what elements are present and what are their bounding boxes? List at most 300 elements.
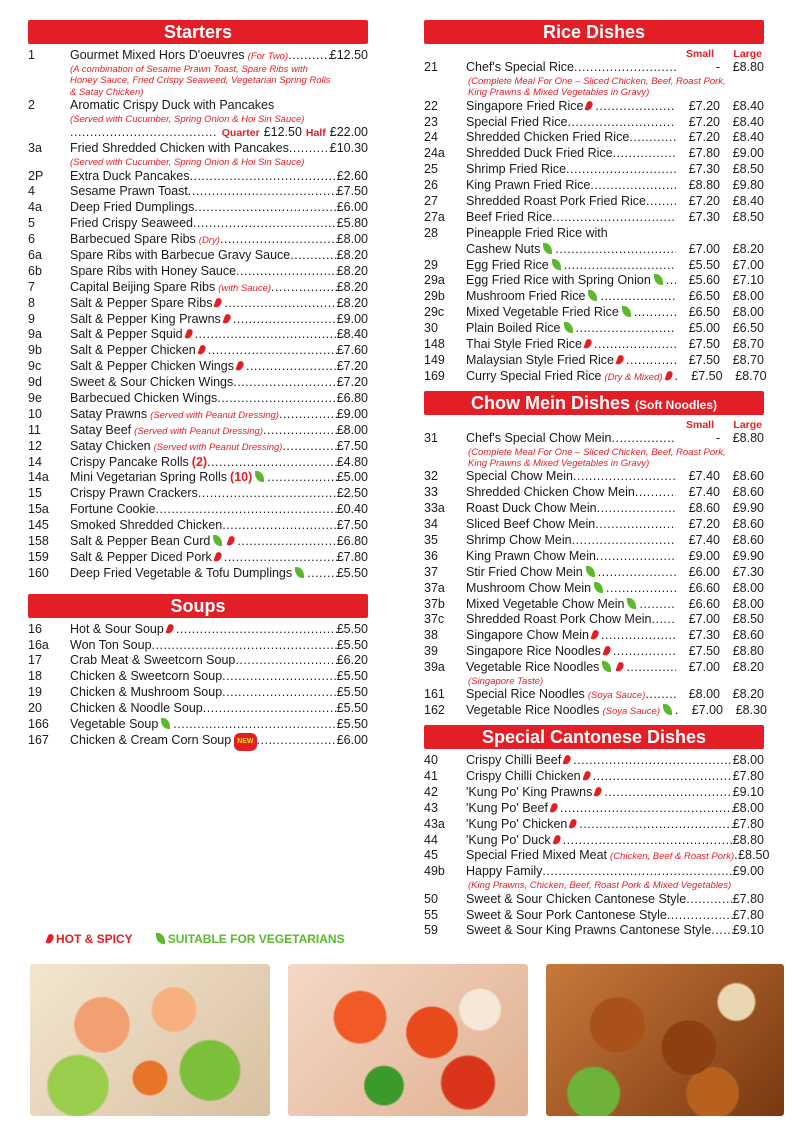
item-price: £7.50 xyxy=(336,438,368,453)
item-number: 22 xyxy=(424,98,438,113)
chili-icon xyxy=(569,818,578,829)
leader-dots xyxy=(203,701,337,717)
description-line: Honey Sauce, Fried Crispy Seaweed, Vegetarian Spring Rolls xyxy=(70,75,331,87)
leader-dots xyxy=(579,817,732,833)
leader-dots xyxy=(639,597,676,613)
item-number: 2P xyxy=(28,168,44,183)
menu-item xyxy=(424,864,764,880)
item-number: 49b xyxy=(424,864,445,879)
item-note: (with Sauce) xyxy=(218,282,272,294)
item-number: 33a xyxy=(424,501,445,516)
item-name: Shrimp Fried Rice xyxy=(466,162,567,177)
price-small: £7.30 xyxy=(688,628,720,643)
item-number: 160 xyxy=(28,565,49,580)
leader-dots xyxy=(606,581,676,597)
leader-dots xyxy=(576,321,677,337)
price-small: £7.30 xyxy=(688,162,720,177)
item-name: 'Kung Po' King Prawns xyxy=(466,785,604,801)
food-photo-prawns xyxy=(30,964,270,1116)
item-name: King Prawn Fried Rice xyxy=(466,178,591,193)
leader-dots xyxy=(595,99,676,115)
item-name: Barbecued Chicken Wings xyxy=(70,390,218,405)
menu-item xyxy=(424,305,764,321)
chow-mein-size-header: Small Large xyxy=(686,418,762,431)
chili-icon xyxy=(664,370,673,381)
price-large: £8.50 xyxy=(732,612,764,627)
price-small: - xyxy=(715,60,720,74)
item-note: (Served with Peanut Dressing) xyxy=(150,409,279,421)
leader-dots xyxy=(152,638,337,654)
price-large: £8.60 xyxy=(732,532,764,547)
item-price: £7.50 xyxy=(336,184,368,199)
item-name: Satay Beef (Served with Peanut Dressing) xyxy=(70,422,263,437)
item-name: Aromatic Crispy Duck with Pancakes xyxy=(70,98,275,113)
price-large: £8.20 xyxy=(732,660,764,675)
chili-icon xyxy=(585,100,594,111)
item-number: 29c xyxy=(424,305,445,320)
menu-item xyxy=(424,130,764,146)
leaf-icon xyxy=(213,535,222,546)
price-large: £8.70 xyxy=(735,368,767,383)
description-line: (King Prawns, Chicken, Beef, Roast Pork & Mixed Vegetables) xyxy=(468,880,732,892)
menu-item xyxy=(28,566,368,582)
leader-dots xyxy=(279,407,337,423)
item-name: Chef's Special Rice xyxy=(466,60,574,74)
chili-icon xyxy=(594,786,603,797)
item-price: £6.80 xyxy=(336,390,368,405)
item-name: Malaysian Style Fried Rice xyxy=(466,353,626,369)
item-price: £5.50 xyxy=(336,565,368,580)
item-number: 166 xyxy=(28,717,49,732)
price-small: £5.00 xyxy=(688,321,720,336)
item-name: Deep Fried Dumplings xyxy=(70,200,195,215)
item-number: 55 xyxy=(424,907,438,922)
item-name: Mixed Vegetable Fried Rice xyxy=(466,305,634,321)
item-number: 161 xyxy=(424,687,445,702)
price-large: £7.00 xyxy=(732,257,764,272)
leader-dots xyxy=(604,785,732,801)
leader-dots xyxy=(220,232,337,248)
legend-hot: HOT & SPICY xyxy=(44,932,133,946)
item-number: 24 xyxy=(424,130,438,145)
item-name: Happy Family xyxy=(466,864,543,879)
leader-dots xyxy=(208,343,337,359)
item-name: Chicken & Noodle Soup xyxy=(70,701,203,716)
item-name: Shredded Roast Pork Fried Rice xyxy=(466,194,646,209)
item-name: Salt & Pepper Squid xyxy=(70,327,195,343)
chili-icon xyxy=(197,345,206,356)
menu-item xyxy=(424,210,764,226)
menu-item xyxy=(28,264,368,280)
new-badge: NEW xyxy=(234,733,256,751)
item-number: 40 xyxy=(424,753,438,768)
item-name: Chicken & Mushroom Soup xyxy=(70,685,223,700)
chili-icon xyxy=(615,354,624,365)
leaf-icon xyxy=(156,933,165,944)
item-number: 30 xyxy=(424,321,438,336)
menu-item xyxy=(28,534,368,550)
item-number: 1 xyxy=(28,48,35,62)
item-quantity: (2) xyxy=(191,454,208,469)
item-number: 4 xyxy=(28,184,35,199)
soups-list xyxy=(28,622,368,749)
item-name: Hot & Sour Soup xyxy=(70,622,176,638)
item-name: Sesame Prawn Toast xyxy=(70,184,188,199)
item-price: £5.50 xyxy=(336,637,368,652)
menu-item xyxy=(424,178,764,194)
item-number: 43a xyxy=(424,816,445,831)
item-name: Shredded Chicken Fried Rice xyxy=(466,130,630,145)
item-price: £8.00 xyxy=(336,232,368,247)
price-small: £5.60 xyxy=(688,273,720,288)
leaf-icon xyxy=(543,243,552,254)
menu-item xyxy=(424,431,764,447)
item-name: Crispy Chilli Chicken xyxy=(466,769,593,785)
item-name: Mixed Vegetable Chow Mein xyxy=(466,597,639,613)
item-number: 39 xyxy=(424,644,438,659)
leaf-icon xyxy=(552,259,561,270)
leader-dots xyxy=(194,200,336,216)
leader-dots xyxy=(235,653,336,669)
leaf-icon xyxy=(586,566,595,577)
price-large: £8.80 xyxy=(732,644,764,659)
item-note: (Chicken, Beef & Roast Pork) xyxy=(610,851,735,863)
leader-dots xyxy=(307,566,337,582)
portion-prices xyxy=(28,125,368,141)
price-large: £8.40 xyxy=(732,114,764,129)
price-small: £7.50 xyxy=(688,644,720,659)
item-name: Special Chow Mein xyxy=(466,469,573,484)
item-description xyxy=(28,114,368,125)
price-small: £7.20 xyxy=(688,130,720,145)
menu-item xyxy=(28,455,368,471)
item-price: £8.50 xyxy=(738,848,770,863)
price-small: £7.00 xyxy=(688,612,720,627)
menu-item xyxy=(424,194,764,210)
item-name: Stir Fried Chow Mein xyxy=(466,565,598,581)
item-price: £9.00 xyxy=(336,311,368,326)
leader-dots xyxy=(564,258,676,274)
price-large: £8.80 xyxy=(732,60,764,74)
menu-item xyxy=(424,801,764,817)
item-name: Won Ton Soup xyxy=(70,637,152,652)
item-number: 15a xyxy=(28,502,49,517)
menu-item xyxy=(28,200,368,216)
item-number: 24a xyxy=(424,146,445,161)
leader-dots xyxy=(574,60,676,76)
item-name: Singapore Fried Rice xyxy=(466,99,595,115)
leader-dots xyxy=(600,289,676,305)
item-name: Roast Duck Chow Mein xyxy=(466,501,597,516)
cantonese-header: Special Cantonese Dishes xyxy=(424,725,764,749)
leader-dots xyxy=(542,864,732,880)
price-small: £6.50 xyxy=(688,289,720,304)
price-large: £8.40 xyxy=(732,130,764,145)
menu-item xyxy=(424,337,764,353)
item-name: Shrimp Chow Mein xyxy=(466,532,572,547)
price-large: £8.30 xyxy=(735,703,767,718)
description-line: (Served with Cucumber, Spring Onion & Hoi Sin Sauce) xyxy=(70,113,305,125)
item-description xyxy=(28,157,368,168)
menu-item xyxy=(28,717,368,733)
menu-item xyxy=(28,359,368,375)
leader-dots xyxy=(233,375,336,391)
menu-item xyxy=(28,423,368,439)
item-price: £5.50 xyxy=(336,685,368,700)
leaf-icon xyxy=(602,661,611,672)
item-name: Salt & Pepper Bean Curd xyxy=(70,534,237,550)
description-line: King Prawns & Mixed Vegetables in Gravy) xyxy=(468,457,650,469)
item-price: £6.20 xyxy=(336,653,368,668)
item-price: £8.00 xyxy=(732,753,764,768)
leader-dots xyxy=(613,146,676,162)
leader-dots xyxy=(207,455,337,471)
item-number: 167 xyxy=(28,732,49,747)
price-small: £7.50 xyxy=(691,368,723,383)
menu-item xyxy=(28,407,368,423)
chili-icon xyxy=(165,623,174,634)
item-number: 4a xyxy=(28,200,42,215)
item-price: £9.00 xyxy=(336,406,368,421)
item-price: £8.00 xyxy=(732,800,764,815)
leader-dots xyxy=(667,908,733,924)
item-number: 18 xyxy=(28,669,42,684)
leader-dots xyxy=(224,550,337,566)
price-large: £8.50 xyxy=(732,209,764,224)
rice-list xyxy=(424,60,767,385)
leader-dots xyxy=(652,612,676,628)
chili-icon xyxy=(590,630,599,641)
item-number: 158 xyxy=(28,534,49,548)
leader-dots xyxy=(195,327,337,343)
price-small: £6.60 xyxy=(688,580,720,595)
item-name: Salt & Pepper Chicken xyxy=(70,343,208,359)
item-price: £8.00 xyxy=(336,422,368,437)
leaf-icon xyxy=(255,471,264,482)
leader-dots xyxy=(645,687,676,703)
item-number: 37c xyxy=(424,612,445,627)
menu-item xyxy=(424,565,764,581)
leader-dots xyxy=(188,184,337,200)
item-price: £7.80 xyxy=(336,549,368,564)
menu-item xyxy=(424,485,764,501)
item-name: Satay Chicken (Served with Peanut Dressing) xyxy=(70,438,283,453)
leader-dots xyxy=(257,733,337,749)
price-small: £7.40 xyxy=(688,532,720,547)
item-number: 50 xyxy=(424,891,438,906)
price-large: £9.00 xyxy=(732,146,764,161)
price-large: £8.00 xyxy=(732,596,764,611)
item-price: £2.60 xyxy=(336,168,368,183)
item-number: 9e xyxy=(28,390,42,405)
item-name: Fortune Cookie xyxy=(70,502,156,517)
item-name: Sliced Beef Chow Mein xyxy=(466,517,596,532)
price-large: £8.00 xyxy=(732,289,764,304)
item-name: Crab Meat & Sweetcorn Soup xyxy=(70,653,236,668)
item-name: Smoked Shredded Chicken xyxy=(70,518,223,533)
menu-item xyxy=(424,533,764,549)
item-name: Sweet & Sour Chicken Cantonese Style xyxy=(466,891,687,906)
price-small: £7.40 xyxy=(688,469,720,484)
item-number: 16 xyxy=(28,621,42,636)
item-number: 16a xyxy=(28,637,49,652)
item-name: Curry Special Fried Rice (Dry & Mixed) xyxy=(466,369,675,386)
item-name: Capital Beijing Spare Ribs (with Sauce) xyxy=(70,279,272,294)
item-name: Vegetable Rice Noodles xyxy=(466,660,626,676)
leader-dots xyxy=(635,485,676,501)
item-name: Salt & Pepper Diced Pork xyxy=(70,550,224,566)
item-name: Beef Fried Rice xyxy=(466,209,553,224)
item-price: £6.80 xyxy=(336,534,368,548)
leader-dots xyxy=(288,48,330,64)
price-small: £8.60 xyxy=(688,501,720,516)
menu-item xyxy=(28,669,368,685)
price-large: £8.50 xyxy=(732,162,764,177)
item-number: 9 xyxy=(28,311,35,326)
menu-item xyxy=(28,343,368,359)
leader-dots xyxy=(173,717,336,733)
menu-item xyxy=(28,312,368,328)
item-number: 9a xyxy=(28,327,42,342)
price-large: £8.60 xyxy=(732,628,764,643)
item-name: Chef's Special Chow Mein xyxy=(466,430,612,445)
leader-dots xyxy=(573,469,676,485)
item-number: 6 xyxy=(28,232,35,247)
item-name: Crispy Prawn Crackers xyxy=(70,486,198,501)
menu-item xyxy=(424,923,764,939)
menu-item xyxy=(28,248,368,264)
leader-dots xyxy=(590,178,676,194)
item-number: 28 xyxy=(424,225,438,240)
half-label: Half xyxy=(305,127,326,140)
item-name: Mushroom Chow Mein xyxy=(466,581,606,597)
item-price: £7.60 xyxy=(336,343,368,358)
item-price: £7.20 xyxy=(336,375,368,390)
item-number: 39a xyxy=(424,660,445,675)
item-number: 27a xyxy=(424,209,445,224)
item-name: Shredded Roast Pork Chow Mein xyxy=(466,612,652,627)
item-price: £7.20 xyxy=(336,359,368,374)
leader-dots xyxy=(155,502,336,518)
item-name: Chicken & Cream Corn Soup NEW xyxy=(70,733,257,751)
item-number: 45 xyxy=(424,848,438,863)
leader-dots xyxy=(282,439,336,455)
item-number: 11 xyxy=(28,422,41,437)
item-price: £9.10 xyxy=(732,923,764,938)
chili-icon xyxy=(235,360,244,371)
chili-icon xyxy=(583,338,592,349)
price-large: £8.20 xyxy=(732,687,764,702)
item-name: Barbecued Spare Ribs (Dry) xyxy=(70,232,220,247)
menu-item xyxy=(424,892,764,908)
price-large: £7.10 xyxy=(732,273,764,288)
menu-item xyxy=(424,368,767,385)
menu-item xyxy=(28,518,368,534)
leader-dots xyxy=(267,470,336,486)
description-line: King Prawns & Mixed Vegetables in Gravy) xyxy=(468,87,650,99)
item-number: 44 xyxy=(424,832,438,847)
item-number: 59 xyxy=(424,923,438,938)
price-small: £7.20 xyxy=(688,114,720,129)
item-number: 6a xyxy=(28,247,42,262)
quarter-label: Quarter xyxy=(221,127,260,140)
leader-dots xyxy=(190,169,337,185)
item-name: Fried Crispy Seaweed xyxy=(70,216,193,231)
chili-icon xyxy=(213,551,222,562)
item-name: Special Fried Rice xyxy=(466,114,568,129)
menu-item xyxy=(424,321,764,337)
item-number: 43 xyxy=(424,800,438,815)
menu-item xyxy=(424,703,767,719)
item-name: Plain Boiled Rice xyxy=(466,321,576,337)
item-price: £5.00 xyxy=(336,470,368,485)
item-number: 6b xyxy=(28,263,42,278)
menu-item xyxy=(424,612,764,628)
leader-dots xyxy=(563,833,733,849)
description-line: (Complete Meal For One – Sliced Chicken, Beef, Roast Pork, xyxy=(468,446,726,458)
food-photo-sweet-sour xyxy=(288,964,528,1116)
menu-item xyxy=(424,258,764,274)
menu-item xyxy=(424,146,764,162)
item-name: Sweet & Sour King Prawns Cantonese Style xyxy=(466,923,712,938)
menu-item xyxy=(424,115,764,131)
leader-dots xyxy=(233,312,337,328)
price-small: £7.30 xyxy=(688,209,720,224)
menu-item xyxy=(424,273,764,289)
menu-item xyxy=(424,833,764,849)
price-large: £9.90 xyxy=(732,501,764,516)
item-price: £7.80 xyxy=(732,769,764,784)
rice-size-header: Small Large xyxy=(686,48,762,60)
item-number: 42 xyxy=(424,784,438,799)
leader-dots xyxy=(552,210,676,226)
menu-item xyxy=(28,48,368,64)
item-description xyxy=(424,447,764,470)
menu-item xyxy=(28,502,368,518)
price-large: £8.40 xyxy=(732,194,764,209)
price-small: £7.00 xyxy=(691,703,723,718)
item-description xyxy=(424,76,764,99)
item-number: 37a xyxy=(424,580,445,595)
item-number: 27 xyxy=(424,194,438,209)
chili-icon xyxy=(552,834,561,845)
right-column xyxy=(424,20,770,939)
leader-dots xyxy=(176,622,337,638)
item-note: (Served with Peanut Dressing) xyxy=(153,441,283,453)
food-photo-crispy-beef xyxy=(546,964,784,1116)
menu-item xyxy=(424,817,764,833)
leader-dots xyxy=(560,801,733,817)
menu-item xyxy=(424,549,764,565)
item-price: £5.80 xyxy=(336,216,368,231)
menu-item xyxy=(28,550,368,566)
price-small: £6.00 xyxy=(688,564,720,579)
half-price: £22.00 xyxy=(329,125,368,140)
chili-icon xyxy=(616,661,625,672)
item-price: £5.50 xyxy=(336,717,368,732)
item-name: Salt & Pepper King Prawns xyxy=(70,312,233,328)
item-price: £7.80 xyxy=(732,907,764,922)
menu-item xyxy=(424,162,764,178)
item-price: £5.50 xyxy=(336,669,368,684)
leaf-icon xyxy=(564,322,573,333)
menu-item xyxy=(424,581,764,597)
leader-dots xyxy=(198,486,337,502)
item-name: Gourmet Mixed Hors D'oeuvres (For Two) xyxy=(70,48,289,62)
price-small: £7.80 xyxy=(688,146,720,161)
item-number: 9c xyxy=(28,359,42,374)
menu-item xyxy=(28,470,368,486)
